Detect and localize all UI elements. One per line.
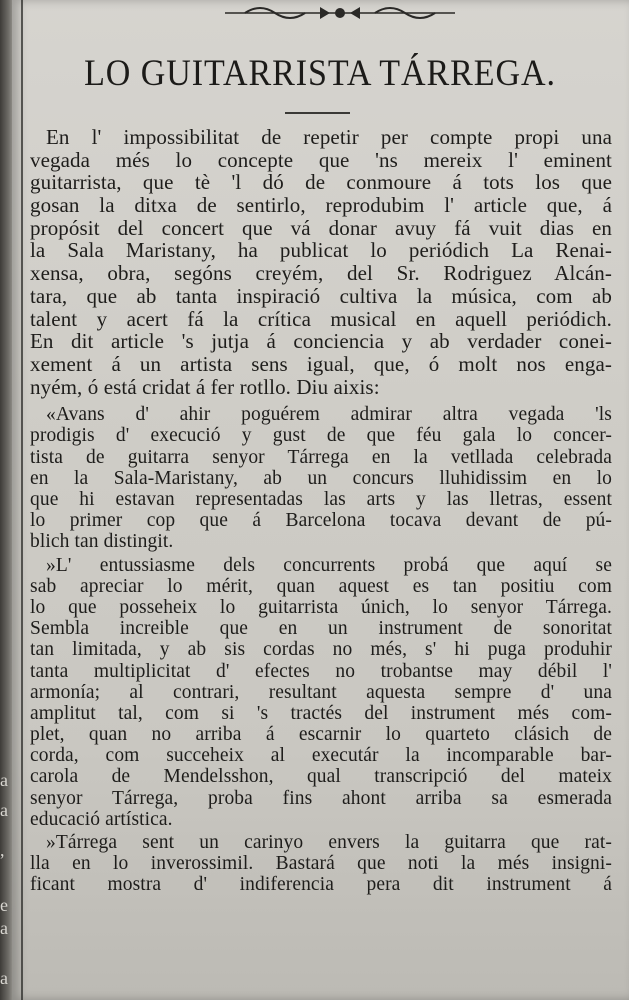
quote-paragraph-3 xyxy=(30,832,612,896)
edge-fragment: a xyxy=(0,918,8,938)
article-body xyxy=(30,126,612,896)
text-line: blich tan distingit. xyxy=(30,531,174,553)
text-line: tan limitada, y ab sis cordas no més, s' hi puga produhir xyxy=(30,639,612,661)
text-line: En l' impossibilitat de repetir per compte propi una xyxy=(46,125,612,149)
text-line: lo primer cop que á Barcelona tocava devant de pú- xyxy=(30,510,612,532)
edge-fragment: a xyxy=(0,968,8,988)
text-line: la Sala Maristany, ha publicat lo periódich La Renai- xyxy=(30,238,612,263)
text-line: Sembla increible que en un instrument de sonoritat xyxy=(30,618,612,640)
decorative-ornament-icon xyxy=(225,2,455,24)
text-line: »Tárrega sent un carinyo envers la guitarra que rat- xyxy=(46,832,612,853)
edge-fragment: e xyxy=(0,895,8,915)
article-title: LO GUITARRISTA TÁRREGA. xyxy=(84,53,556,94)
edge-fragment: a xyxy=(0,800,8,820)
text-line: talent y acert fá la crítica musical en aquell periódich. xyxy=(30,306,612,331)
text-line: ficant mostra d' indiferencia pera dit instrument á xyxy=(30,874,612,896)
text-line: prodigis d' execució y gust de que féu gala lo concer- xyxy=(30,425,612,447)
text-line: senyor Tárrega, proba fins ahont arriba sa esmerada xyxy=(30,787,612,809)
text-line: educació artística. xyxy=(30,808,173,830)
text-line: vegada més lo concepte que 'ns mereix l' eminent xyxy=(30,147,612,172)
text-line: que hi estavan representadas las arts y las lletras, essent xyxy=(30,489,612,510)
text-line: sab apreciar lo mérit, quan aquest es tan positiu com xyxy=(30,575,612,597)
text-line: lo que posseheix lo guitarrista únich, lo senyor Tárrega. xyxy=(30,596,612,618)
edge-fragment: , xyxy=(0,840,5,860)
text-line: guitarrista, que tè 'l dó de conmoure á tots los que xyxy=(30,170,612,195)
text-line: corda, com succeheix al executár la incomparable bar- xyxy=(30,745,612,767)
text-line: nyém, ó está cridat á fer rotllo. Diu aixis: xyxy=(30,374,380,399)
text-line: lla en lo inverossimil. Bastará que noti la més insigni- xyxy=(30,853,612,875)
text-line: amplitut tal, com si 's tractés del instrument més com- xyxy=(30,702,612,724)
text-line: armonía; al contrari, resultant aquesta sempre d' una xyxy=(30,681,612,703)
text-line: tista de guitarra senyor Tárrega en la vetllada celebrada xyxy=(30,446,612,468)
text-line: plet, quan no arriba á escarnir lo quarteto clásich de xyxy=(30,724,612,746)
edge-fragment: a xyxy=(0,770,8,790)
text-line: En dit article 's jutja á conciencia y ab verdader conei- xyxy=(30,329,612,354)
text-line: xement á un artista sens igual, que, ó molt nos enga- xyxy=(30,351,612,376)
quote-paragraph-1 xyxy=(30,404,612,552)
column-rule xyxy=(21,0,23,1000)
title-divider xyxy=(285,112,350,114)
text-line: propósit del concert que vá donar avuy fá vuit dias en xyxy=(30,215,612,240)
text-line: »L' entussiasme dels concurrents probá que aquí se xyxy=(46,554,612,576)
text-line: xensa, obra, segóns creyém, del Sr. Rodriguez Alcán- xyxy=(30,261,612,286)
intro-paragraph xyxy=(30,126,612,398)
neighbor-page-edge xyxy=(0,0,10,1000)
text-line: «Avans d' ahir poguérem admirar altra vegada 'ls xyxy=(46,404,612,426)
text-line: carola de Mendelsshon, qual transcripció del mateix xyxy=(30,766,612,788)
text-line: tanta multiplicitat d' efectes no trobantse may débil l' xyxy=(30,660,612,682)
quote-paragraph-2 xyxy=(30,555,612,830)
text-line: gosan la ditxa de sentirlo, reprodubim l' article que, á xyxy=(30,193,612,218)
text-line: tara, que ab tanta inspiració cultiva la música, com ab xyxy=(30,283,612,308)
text-line: en la Sala-Maristany, ab un concurs lluhidissim en lo xyxy=(30,467,612,489)
